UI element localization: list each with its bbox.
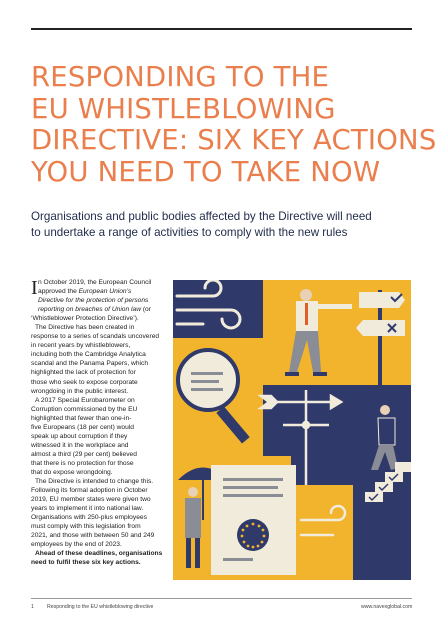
directive-name: European Union’s — [78, 288, 132, 296]
text-line: that do expose wrongdoing. — [31, 468, 113, 476]
text-line: speak up about corruption if they — [31, 432, 128, 440]
text-line: years to implement it into national law. — [31, 505, 144, 513]
text-line: employees by the end of 2023. — [31, 541, 122, 549]
text-line: Ahead of these deadlines, organisations — [35, 550, 163, 558]
text-line: scandal and the Panama Papers, which — [31, 360, 149, 368]
text-line: almost a third (29 per cent) believed — [31, 450, 137, 458]
text-line: Following its formal adoption in October — [31, 487, 148, 495]
eu-document-icon — [211, 465, 296, 575]
paragraph-1 — [31, 278, 167, 323]
top-rule — [31, 28, 412, 30]
directive-name: reporting on breaches of Union law — [38, 306, 141, 314]
yellow-block — [291, 485, 353, 580]
body-text — [31, 278, 167, 568]
text-line: including both the Cambridge Analytica — [31, 351, 146, 359]
text-line — [31, 287, 167, 296]
text-line — [31, 305, 167, 314]
text-line: Organisations with 250-plus employees — [31, 514, 147, 522]
text-line: wrongdoing in the public interest. — [31, 387, 129, 395]
text-line: n October 2019, the European Council — [38, 279, 152, 286]
text-line: must comply with this legislation from — [31, 523, 141, 531]
paragraph-5 — [31, 549, 167, 567]
drop-cap: I — [31, 277, 38, 299]
text-line: Corruption commissioned by the EU — [31, 405, 138, 413]
text-line: The Directive is intended to change this. — [35, 478, 154, 486]
text-line: those who seek to expose corporate — [31, 378, 138, 386]
text-line: highlighted the lack of protection for — [31, 369, 136, 377]
paragraph-4 — [31, 477, 167, 549]
subtitle-line: to undertake a range of activities to comply with the new rules — [31, 226, 348, 239]
text-line: The Directive has been created in — [35, 324, 135, 332]
footer-doc-title: Responding to the EU whistleblowing directive — [47, 604, 154, 610]
text-run: approved the — [38, 288, 79, 296]
illustration — [173, 280, 411, 580]
text-line: response to a series of scandals uncovered — [31, 333, 160, 341]
text-line: ‘Whistleblower Protection Directive’). — [31, 315, 139, 323]
text-line: highlighted that fewer than one-in- — [31, 414, 132, 422]
page-title — [31, 61, 437, 188]
title-line: DIRECTIVE: SIX KEY ACTIONS — [31, 124, 437, 156]
subtitle-line: Organisations and public bodies affected by the Directive will need — [31, 210, 372, 223]
text-line: A 2017 Special Eurobarometer on — [35, 396, 135, 404]
footer-rule — [31, 598, 412, 599]
text-line: five Europeans (18 per cent) would — [31, 423, 134, 431]
text-line: in recent years by whistleblowers, — [31, 342, 131, 350]
page-subtitle — [31, 209, 426, 241]
page-number: 1 — [31, 604, 34, 610]
paragraph-3 — [31, 396, 167, 477]
text-line: need to fulfil these six key actions. — [31, 559, 141, 567]
footer-url[interactable]: www.navexglobal.com — [361, 604, 413, 610]
text-line: that there is no protection for those — [31, 459, 134, 467]
title-line: RESPONDING TO THE — [31, 61, 330, 93]
paragraph-2 — [31, 323, 167, 395]
text-line: Directive for the protection of persons — [38, 297, 149, 305]
text-line: witnessed it in the workplace and — [31, 441, 129, 449]
text-line: 2021, and those with between 50 and 249 — [31, 532, 155, 540]
text-run: (or — [141, 306, 151, 314]
title-line: YOU NEED TO TAKE NOW — [31, 155, 381, 188]
title-line: EU WHISTLEBLOWING — [31, 92, 336, 125]
text-line: 2019, EU member states were given two — [31, 496, 151, 504]
